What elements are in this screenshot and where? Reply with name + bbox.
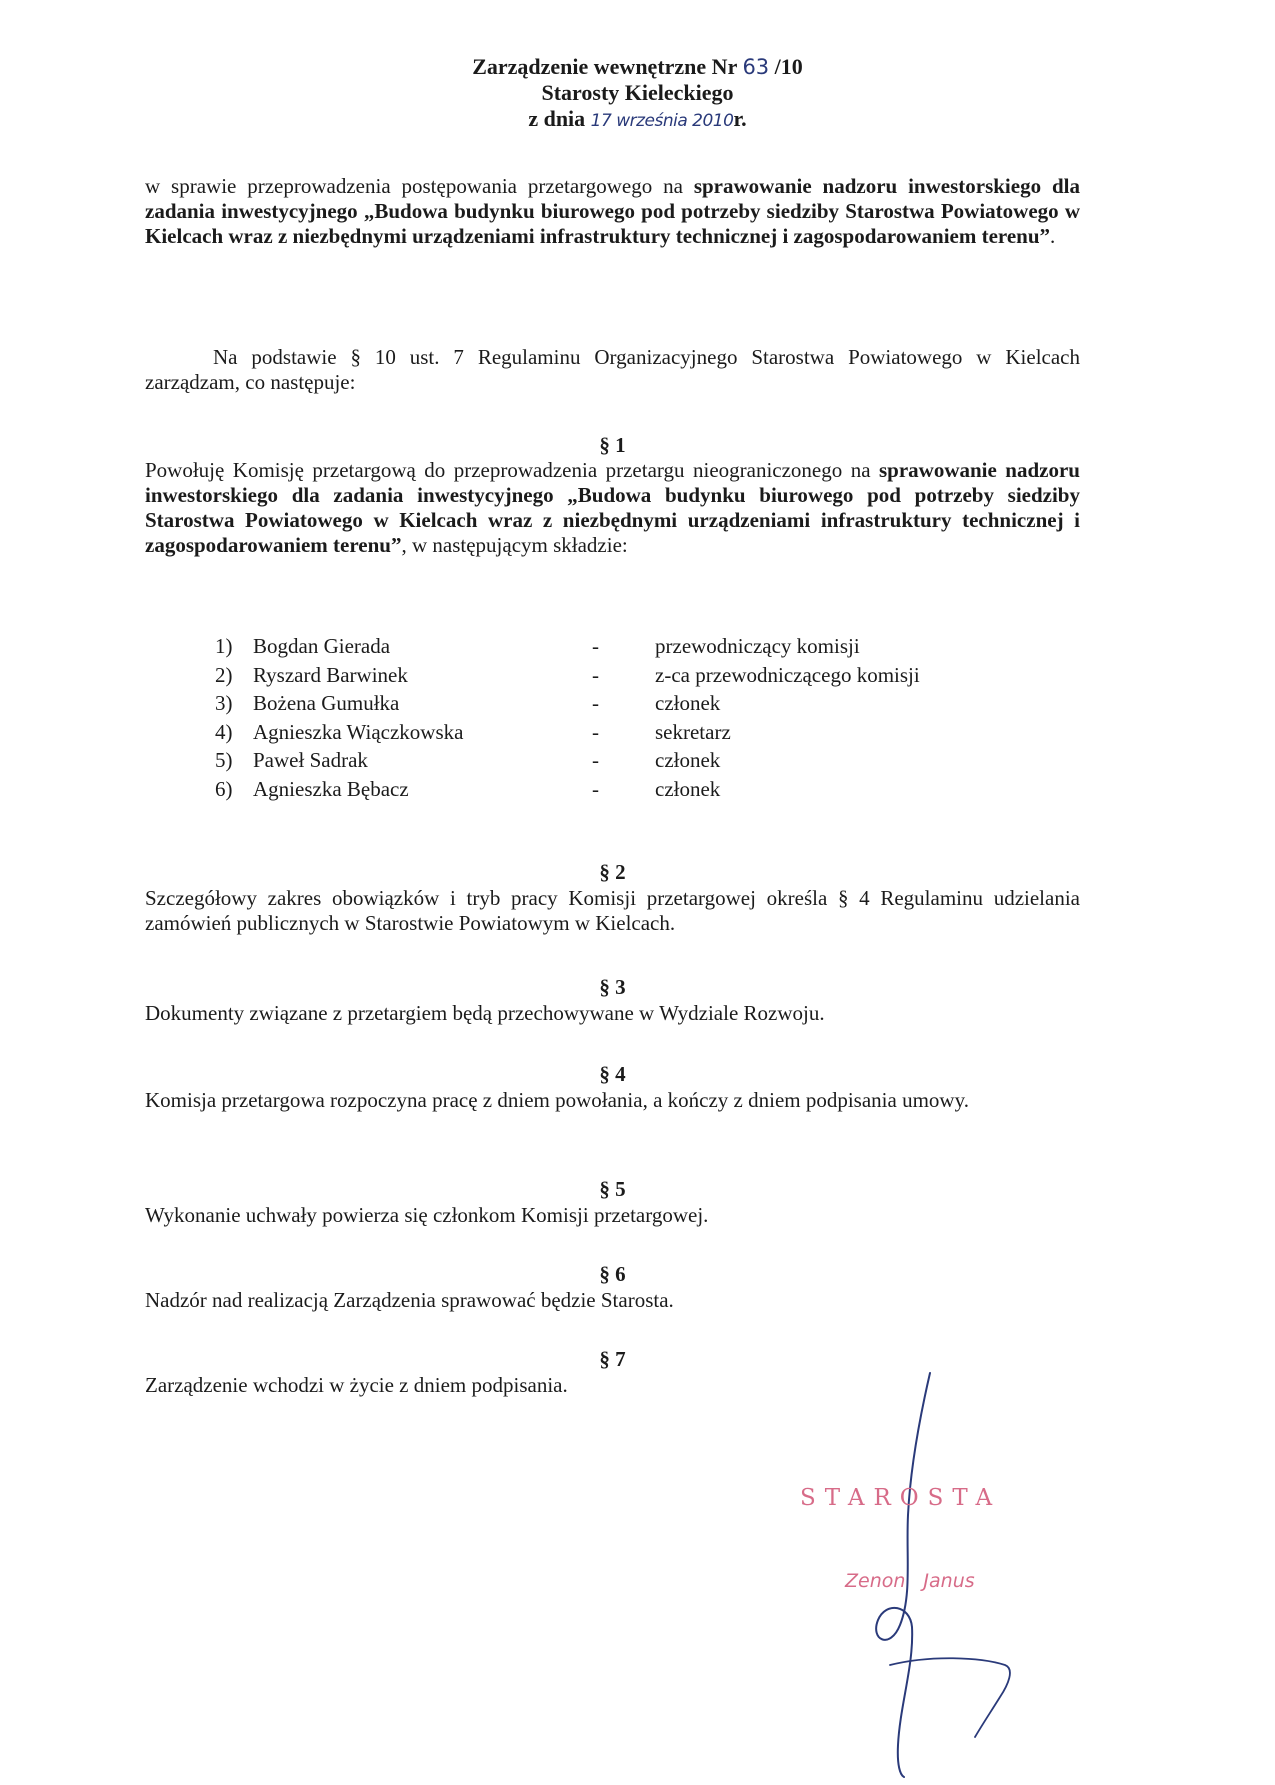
member-number: 6) [215,776,233,801]
header-line-3 [0,106,1275,134]
member-dash: - [592,776,599,801]
section-6-text: Nadzór nad realizacją Zarządzenia sprawować będzie Starosta. [145,1288,674,1312]
member-dash: - [592,719,599,744]
member-number: 3) [215,691,233,715]
subject-bold: sprawowanie nadzoru inwestorskiego dla zadania inwestycyjnego „Budowa budynku biurowego pod potrzeby siedziby Starostwa Powiatowego w Kielcach wraz z niezbędnymi urządzeniami infrastruktury technicznej i zagospodarowaniem terenu” [145,174,1080,248]
list-item [215,661,1075,690]
stamp-last-name: Janus [923,1570,975,1592]
member-number: 4) [215,719,233,744]
section-5-text: Wykonanie uchwały powierza się członkom Komisji przetargowej. [145,1203,709,1227]
section-7-text: Zarządzenie wchodzi w życie z dniem podpisania. [145,1373,568,1397]
member-dash: - [592,662,599,687]
member-number: 1) [215,634,233,658]
section-4-text: Komisja przetargowa rozpoczyna pracę z dniem powołania, a kończy z dniem podpisania umowy. [145,1088,969,1112]
section-heading-6: § 6 [599,1262,626,1286]
list-item [215,746,1075,775]
header-line-1 [0,54,1275,80]
section-heading-5: § 5 [599,1177,626,1201]
section-1-text [145,458,1080,558]
document-header [0,54,1275,134]
member-number: 2) [215,662,233,687]
list-item [215,689,1075,718]
handwritten-date: 17 września 2010 [590,111,734,131]
header-title-prefix: Zarządzenie wewnętrzne Nr [472,54,737,79]
member-name: Ryszard Barwinek [253,662,408,687]
member-name: Agnieszka Bębacz [253,776,409,801]
member-name: Agnieszka Wiączkowska [253,719,464,744]
member-role: przewodniczący komisji [655,634,860,658]
subject-paragraph [145,174,1080,249]
member-name: Paweł Sadrak [253,748,368,772]
date-suffix: r. [733,106,747,131]
section-1-bold: sprawowanie nadzoru inwestorskiego dla zadania inwestycyjnego „Budowa budynku biurowego pod potrzeby siedziby Starostwa Powiatowego w Kielcach wraz z niezbędnymi urządzeniami infrastruktury technicznej i zagospodarowaniem terenu” [145,458,1080,557]
section-1-plain: Powołuję Komisję przetargową do przeprowadzenia przetargu nieograniczonego na [145,458,879,482]
member-role: członek [655,748,721,772]
subject-plain: w sprawie przeprowadzenia postępowania przetargowego na [145,174,694,198]
section-heading-1: § 1 [599,433,626,457]
stamp-title: STAROSTA [800,1485,1002,1511]
member-name: Bożena Gumułka [253,691,400,715]
member-role: członek [655,691,721,715]
member-dash: - [592,748,599,772]
list-item [215,632,1075,661]
section-heading-3: § 3 [599,975,626,999]
section-1-end: , w następującym składzie: [401,533,628,557]
member-dash: - [592,691,599,715]
member-role: członek [655,776,721,801]
section-heading-2: § 2 [599,860,626,884]
list-item [215,775,1075,804]
header-title-suffix: /10 [774,54,803,79]
section-heading-7: § 7 [599,1347,626,1371]
member-dash: - [592,634,599,658]
member-role: z-ca przewodniczącego komisji [655,662,920,687]
stamp-name [845,1570,975,1592]
list-item [215,718,1075,747]
member-name: Bogdan Gierada [253,634,391,658]
date-prefix: z dnia [528,106,586,131]
legal-basis-paragraph: Na podstawie § 10 ust. 7 Regulaminu Organizacyjnego Starostwa Powiatowego w Kielcach zarządzam, co następuje: [145,345,1080,394]
stamp-first-name: Zenon [845,1570,906,1592]
section-heading-4: § 4 [599,1062,626,1086]
section-2-text: Szczegółowy zakres obowiązków i tryb pracy Komisji przetargowej określa § 4 Regulaminu udzielania zamówień publicznych w Starostwie Powiatowym w Kielcach. [145,886,1080,935]
subject-end: . [1050,224,1056,248]
handwritten-number: 63 [742,55,770,79]
header-line-2: Starosty Kieleckiego [541,80,734,105]
member-role: sekretarz [655,719,731,744]
committee-members-list [215,632,1075,803]
member-number: 5) [215,748,233,772]
section-3-text: Dokumenty związane z przetargiem będą przechowywane w Wydziale Rozwoju. [145,1001,825,1025]
